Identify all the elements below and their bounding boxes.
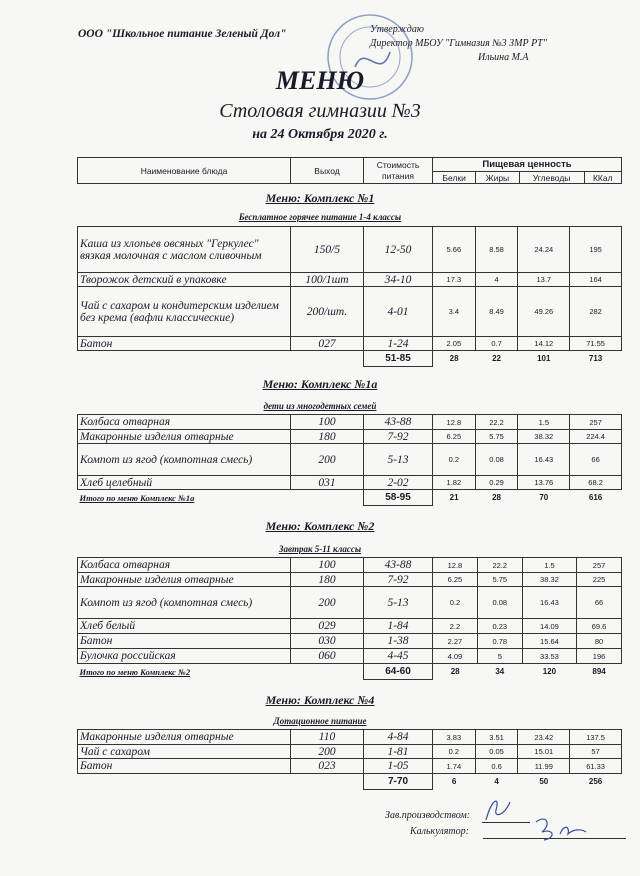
section-table (77, 414, 622, 506)
dish-kcal: 66 (577, 587, 622, 619)
dish-fats: 5.75 (475, 430, 518, 444)
dish-kcal: 71.55 (570, 337, 622, 351)
dish-fats: 8.49 (475, 287, 518, 337)
section-table (77, 729, 622, 790)
dish-output: 060 (291, 649, 364, 664)
dish-cost: 1-84 (364, 619, 433, 634)
dish-proteins: 4.09 (433, 649, 478, 664)
table-row (78, 587, 622, 619)
dish-proteins: 2.27 (433, 634, 478, 649)
table-row (78, 273, 622, 287)
dish-proteins: 2.05 (433, 337, 476, 351)
dish-carbs: 33.53 (522, 649, 576, 664)
dish-carbs: 38.32 (522, 573, 576, 587)
col-output: Выход (291, 158, 364, 184)
dish-proteins: 1.74 (433, 759, 476, 774)
calculator-signature-label: Калькулятор: (410, 826, 469, 837)
dish-carbs: 15.01 (518, 745, 570, 759)
dish-fats: 5 (477, 649, 522, 664)
dish-carbs: 1.5 (522, 558, 576, 573)
dish-cost: 1-05 (364, 759, 433, 774)
dish-kcal: 57 (570, 745, 622, 759)
dish-proteins: 0.2 (433, 587, 478, 619)
section-title: Меню: Комплекс №2 (265, 519, 375, 533)
dish-carbs: 13.7 (518, 273, 570, 287)
dish-proteins: 17.3 (433, 273, 476, 287)
total-fats: 28 (492, 493, 501, 503)
table-row (78, 745, 622, 759)
col-carbs: Углеводы (519, 172, 584, 184)
section-subtitle: Дотационное питание (273, 716, 367, 726)
table-row (78, 558, 622, 573)
section-title: Меню: Комплекс №4 (265, 693, 375, 707)
total-kcal: 256 (588, 777, 603, 787)
dish-name: Хлеб целебный (78, 476, 291, 490)
section-title: Меню: Комплекс №1 (265, 191, 375, 205)
dish-cost: 1-24 (364, 337, 433, 351)
dish-kcal: 224.4 (570, 430, 622, 444)
dish-name: Макаронные изделия отварные (78, 430, 291, 444)
dish-name: Творожок детский в упаковке (78, 273, 291, 287)
dish-cost: 2-02 (364, 476, 433, 490)
dish-fats: 0.7 (475, 337, 518, 351)
col-kcal: ККал (584, 172, 621, 184)
dish-cost: 5-13 (364, 587, 433, 619)
dish-proteins: 0.2 (433, 444, 476, 476)
dish-cost: 43-88 (364, 558, 433, 573)
total-cost: 7-70 (364, 774, 433, 790)
dish-fats: 0.6 (475, 759, 518, 774)
dish-name: Компот из ягод (компотная смесь) (78, 444, 291, 476)
dish-carbs: 38.32 (518, 430, 570, 444)
menu-date: на 24 Октября 2020 г. (252, 127, 388, 142)
dish-carbs: 16.43 (518, 444, 570, 476)
dish-output: 110 (291, 730, 364, 745)
dish-carbs: 14.09 (522, 619, 576, 634)
table-row (78, 619, 622, 634)
dish-kcal: 282 (570, 287, 622, 337)
total-kcal: 616 (588, 493, 603, 503)
dish-fats: 5.75 (477, 573, 522, 587)
dish-carbs: 11.99 (518, 759, 570, 774)
section-table (77, 226, 622, 367)
dish-fats: 22.2 (475, 415, 518, 430)
dish-output: 029 (291, 619, 364, 634)
table-row (78, 337, 622, 351)
total-label (78, 774, 364, 790)
dish-kcal: 257 (570, 415, 622, 430)
total-carbs: 70 (539, 493, 549, 503)
table-row (78, 730, 622, 745)
dish-proteins: 3.4 (433, 287, 476, 337)
dish-proteins: 5.66 (433, 227, 476, 273)
dish-fats: 0.08 (475, 444, 518, 476)
col-name: Наименование блюда (78, 158, 291, 184)
dish-proteins: 3.83 (433, 730, 476, 745)
total-row (78, 774, 622, 790)
dish-cost: 12-50 (364, 227, 433, 273)
section-table (77, 557, 622, 680)
dish-cost: 1-38 (364, 634, 433, 649)
dish-carbs: 1.5 (518, 415, 570, 430)
dish-kcal: 66 (570, 444, 622, 476)
section-subtitle: Бесплатное горячее питание 1-4 классы (238, 212, 402, 222)
table-row (78, 227, 622, 273)
dish-carbs: 15.64 (522, 634, 576, 649)
dish-kcal: 61.33 (570, 759, 622, 774)
total-carbs: 50 (539, 777, 549, 787)
dish-name: Булочка российская (78, 649, 291, 664)
dish-cost: 4-45 (364, 649, 433, 664)
dish-output: 100 (291, 558, 364, 573)
total-label: Итого по меню Комплекс №2 (79, 666, 191, 677)
dish-carbs: 49.26 (518, 287, 570, 337)
dish-carbs: 13.76 (518, 476, 570, 490)
page-title: МЕНЮ (275, 66, 365, 95)
total-carbs: 120 (542, 667, 557, 677)
dish-output: 200/шт. (291, 287, 364, 337)
page-subtitle: Столовая гимназии №3 (219, 100, 421, 122)
dish-fats: 8.58 (475, 227, 518, 273)
dish-proteins: 12.8 (433, 415, 476, 430)
total-cost: 58-95 (364, 490, 433, 506)
section-subtitle: Завтрак 5-11 классы (278, 544, 362, 554)
total-fats: 22 (492, 354, 501, 364)
table-row (78, 634, 622, 649)
dish-fats: 3.51 (475, 730, 518, 745)
col-nutrition: Пищевая ценность (433, 158, 622, 172)
dish-carbs: 14.12 (518, 337, 570, 351)
total-kcal: 713 (588, 354, 603, 364)
dish-kcal: 69.6 (577, 619, 622, 634)
total-cost: 64-60 (364, 664, 433, 680)
dish-cost: 34-10 (364, 273, 433, 287)
dish-cost: 5-13 (364, 444, 433, 476)
dish-proteins: 2.2 (433, 619, 478, 634)
total-proteins: 21 (449, 493, 459, 503)
director-name: Ильина М.А (478, 52, 529, 63)
dish-name: Макаронные изделия отварные (78, 573, 291, 587)
table-row (78, 444, 622, 476)
table-row (78, 430, 622, 444)
dish-carbs: 23.42 (518, 730, 570, 745)
dish-output: 180 (291, 430, 364, 444)
total-proteins: 28 (449, 354, 459, 364)
table-row (78, 759, 622, 774)
signature-mark (478, 792, 518, 826)
dish-cost: 1-81 (364, 745, 433, 759)
dish-cost: 43-88 (364, 415, 433, 430)
dish-fats: 4 (475, 273, 518, 287)
dish-proteins: 6.25 (433, 430, 476, 444)
dish-kcal: 137.5 (570, 730, 622, 745)
dish-kcal: 225 (577, 573, 622, 587)
menu-header-table (77, 157, 622, 184)
dish-fats: 0.05 (475, 745, 518, 759)
total-kcal: 894 (592, 667, 606, 677)
dish-name: Каша из хлопьев овсяных "Геркулес" вязкая молочная с маслом сливочным (78, 227, 291, 273)
dish-output: 180 (291, 573, 364, 587)
total-label (78, 351, 364, 367)
dish-kcal: 195 (570, 227, 622, 273)
dish-proteins: 1.82 (433, 476, 476, 490)
dish-kcal: 164 (570, 273, 622, 287)
total-row (78, 490, 622, 506)
dish-output: 150/5 (291, 227, 364, 273)
col-proteins: Белки (433, 172, 476, 184)
dish-name: Хлеб белый (78, 619, 291, 634)
dish-kcal: 257 (577, 558, 622, 573)
dish-cost: 7-92 (364, 430, 433, 444)
total-fats: 34 (495, 667, 505, 677)
dish-name: Батон (78, 634, 291, 649)
dish-name: Чай с сахаром и кондитерским изделием без крема (вафли классические) (78, 287, 291, 337)
dish-output: 100 (291, 415, 364, 430)
total-proteins: 28 (450, 667, 460, 677)
total-cost: 51-85 (364, 351, 433, 367)
table-row (78, 415, 622, 430)
col-cost: Стоимость питания (364, 158, 433, 184)
col-fats: Жиры (476, 172, 519, 184)
dish-kcal: 80 (577, 634, 622, 649)
approved-label: Утверждаю (370, 24, 424, 35)
dish-fats: 0.29 (475, 476, 518, 490)
dish-name: Колбаса отварная (78, 415, 291, 430)
dish-name: Колбаса отварная (78, 558, 291, 573)
section-title: Меню: Комплекс №1а (262, 377, 378, 391)
dish-fats: 0.23 (477, 619, 522, 634)
dish-cost: 7-92 (364, 573, 433, 587)
company-name: ООО "Школьное питание Зеленый Дол" (78, 28, 287, 40)
dish-carbs: 24.24 (518, 227, 570, 273)
director-title: Директор МБОУ "Гимназия №3 ЗМР РТ" (370, 38, 547, 49)
dish-name: Макаронные изделия отварные (78, 730, 291, 745)
dish-proteins: 6.25 (433, 573, 478, 587)
total-row (78, 351, 622, 367)
dish-kcal: 68.2 (570, 476, 622, 490)
signature-mark (530, 812, 590, 844)
dish-output: 023 (291, 759, 364, 774)
total-row (78, 664, 622, 680)
total-proteins: 6 (451, 777, 457, 787)
dish-fats: 0.08 (477, 587, 522, 619)
section-subtitle: дети из многодетных семей (263, 401, 377, 411)
dish-fats: 22.2 (477, 558, 522, 573)
dish-proteins: 12.8 (433, 558, 478, 573)
dish-name: Батон (78, 759, 291, 774)
total-fats: 4 (494, 777, 499, 787)
dish-output: 027 (291, 337, 364, 351)
dish-output: 200 (291, 745, 364, 759)
dish-output: 031 (291, 476, 364, 490)
dish-proteins: 0.2 (433, 745, 476, 759)
dish-cost: 4-84 (364, 730, 433, 745)
dish-name: Чай с сахаром (78, 745, 291, 759)
table-row (78, 287, 622, 337)
dish-kcal: 196 (577, 649, 622, 664)
production-signature-label: Зав.производством: (385, 810, 471, 821)
dish-carbs: 16.43 (522, 587, 576, 619)
dish-output: 030 (291, 634, 364, 649)
dish-name: Компот из ягод (компотная смесь) (78, 587, 291, 619)
dish-name: Батон (78, 337, 291, 351)
dish-cost: 4-01 (364, 287, 433, 337)
dish-output: 200 (291, 444, 364, 476)
table-row (78, 476, 622, 490)
table-row (78, 573, 622, 587)
dish-output: 200 (291, 587, 364, 619)
dish-fats: 0.78 (477, 634, 522, 649)
total-carbs: 101 (537, 354, 551, 364)
dish-output: 100/1шт (291, 273, 364, 287)
table-row (78, 649, 622, 664)
total-label: Итого по меню Комплекс №1а (79, 492, 195, 503)
